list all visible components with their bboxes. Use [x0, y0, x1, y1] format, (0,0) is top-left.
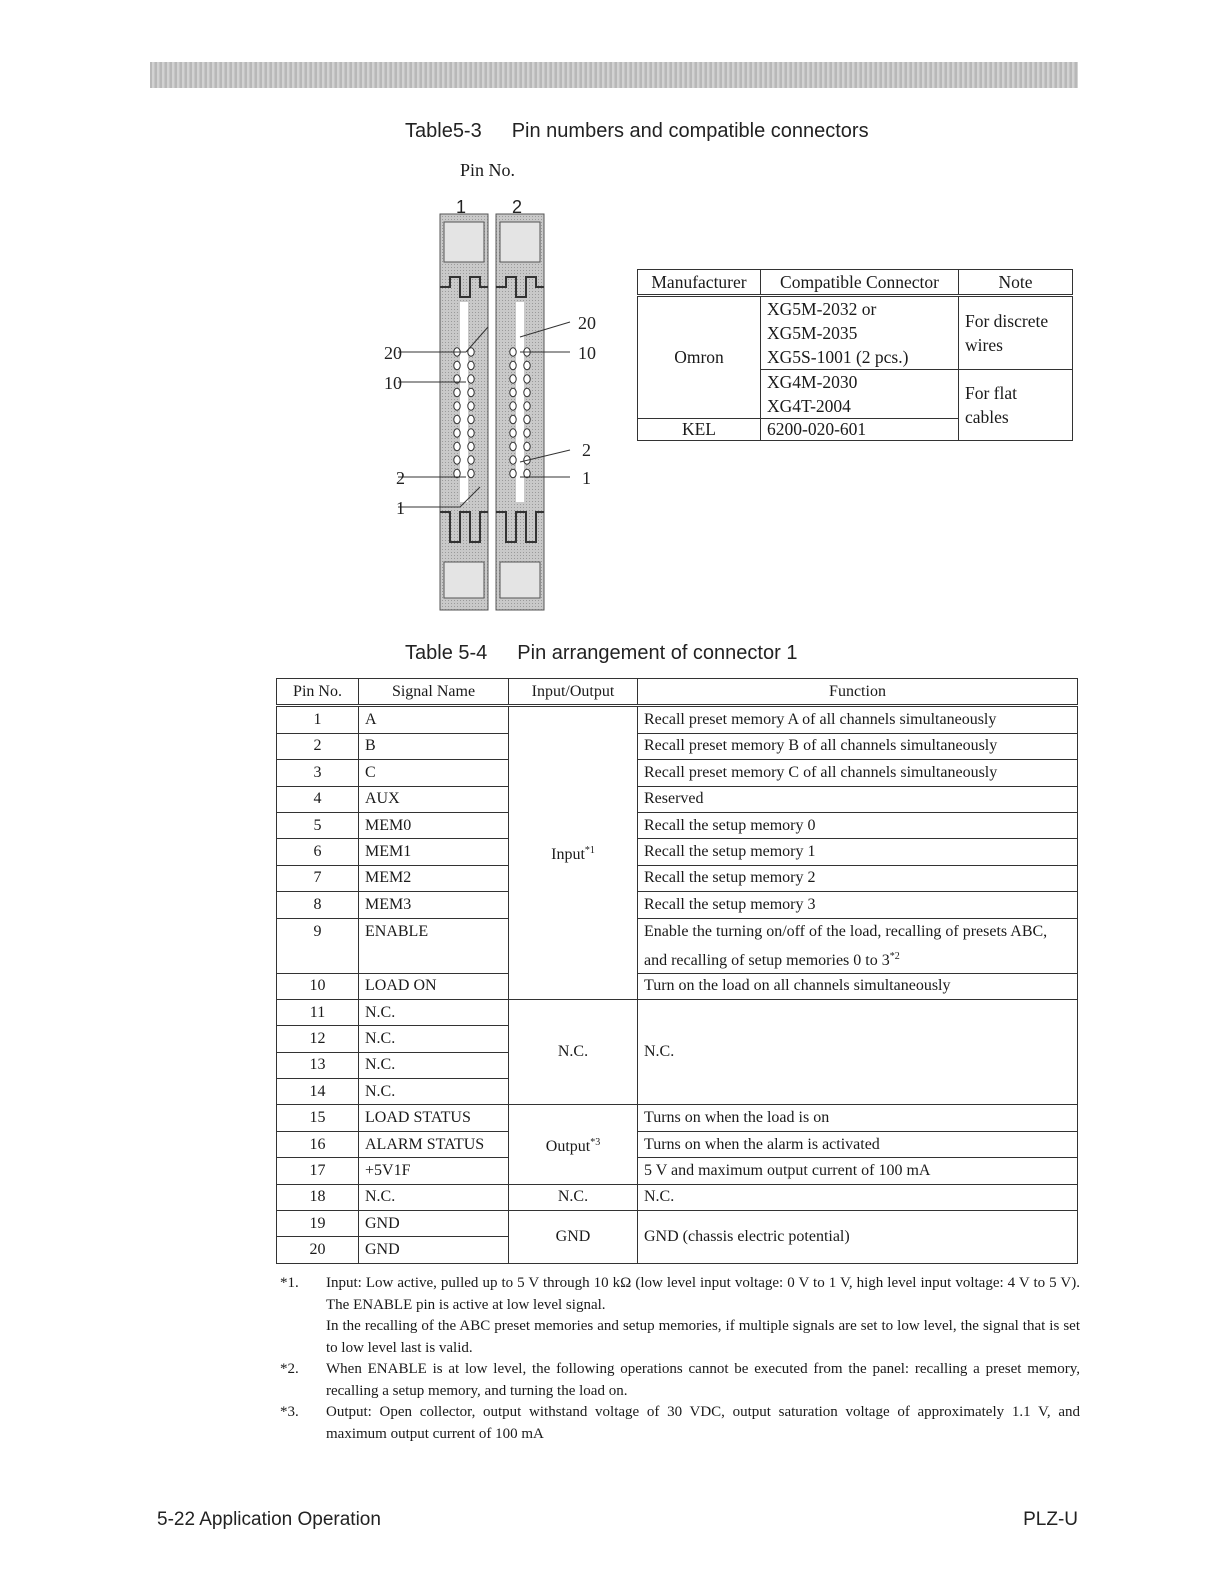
pin-hole	[454, 442, 460, 450]
signal-name: GND	[359, 1237, 509, 1263]
pin-number: 16	[277, 1131, 359, 1157]
footer-page-section: 5-22 Application Operation	[157, 1509, 381, 1530]
footnote-mark: *1.	[280, 1275, 299, 1291]
pin-hole	[510, 442, 516, 450]
footnote-line: When ENABLE is at low level, the following operations cannot be executed from the panel: recalling a preset memory, recalling a setup memory, and turning the load on.	[326, 1361, 1080, 1399]
table-row	[277, 1105, 1078, 1131]
col-function: Function	[638, 679, 1078, 706]
table-row	[277, 973, 1078, 999]
omron-group2-note	[959, 370, 1073, 441]
signal-name: MEM0	[359, 812, 509, 838]
table-row	[277, 786, 1078, 812]
pin-number: 19	[277, 1211, 359, 1237]
omron-group2-models	[761, 370, 959, 419]
diagram-left-label-20: 20	[384, 343, 402, 363]
function-text: Reserved	[638, 786, 1078, 812]
col-input-output: Input/Output	[509, 679, 638, 706]
table-5-3-caption	[405, 120, 869, 143]
signal-name: LOAD STATUS	[359, 1105, 509, 1131]
footnote-mark: *2.	[280, 1361, 299, 1377]
manufacturer-omron: Omron	[638, 296, 761, 419]
omron-group1-models	[761, 296, 959, 370]
pin-number: 7	[277, 865, 359, 891]
diagram-top-label-2: 2	[512, 197, 523, 217]
function-text: Recall the setup memory 3	[638, 892, 1078, 918]
function-text: Turns on when the load is on	[638, 1105, 1078, 1131]
pin-number: 14	[277, 1079, 359, 1105]
function-text: Recall preset memory B of all channels simultaneously	[638, 733, 1078, 759]
pin-hole	[454, 402, 460, 410]
compatible-connector-table	[637, 269, 1073, 441]
model: XG4T-2004	[767, 396, 851, 416]
pin-number: 6	[277, 839, 359, 865]
model: XG5M-2032 or	[767, 299, 877, 319]
pin-hole	[524, 429, 530, 437]
table-row	[277, 733, 1078, 759]
footnote-2	[280, 1359, 1080, 1402]
header-bar	[150, 62, 1078, 88]
pin-number: 11	[277, 999, 359, 1025]
table-5-3-title: Pin numbers and compatible connectors	[511, 120, 869, 142]
pin-hole	[524, 361, 530, 369]
function-text: Recall the setup memory 2	[638, 865, 1078, 891]
pin-hole	[510, 415, 516, 423]
manufacturer-kel: KEL	[638, 419, 761, 441]
pin-number: 12	[277, 1026, 359, 1052]
pin-hole	[468, 442, 474, 450]
pin-hole	[468, 388, 474, 396]
pin-hole	[524, 442, 530, 450]
signal-name: N.C.	[359, 999, 509, 1025]
pin-number: 1	[277, 706, 359, 733]
signal-name: MEM2	[359, 865, 509, 891]
omron-group1-note	[959, 296, 1073, 370]
pin-number: 13	[277, 1052, 359, 1078]
io-nc-group: N.C.	[509, 999, 638, 1105]
table-row	[277, 1158, 1078, 1184]
diagram-left-label-1: 1	[396, 498, 405, 518]
table-row	[277, 760, 1078, 786]
pin-hole	[524, 415, 530, 423]
pin-hole	[468, 402, 474, 410]
pin-hole	[454, 456, 460, 464]
col-signal-name: Signal Name	[359, 679, 509, 706]
pin-hole	[468, 429, 474, 437]
footnote-line: Input: Low active, pulled up to 5 V through 10 kΩ (low level input voltage: 0 V to 1 V, high level input voltage: 4 V to 5 V). The ENABLE pin is active at low level signal.	[326, 1275, 1080, 1313]
model: XG5S-1001 (2 pcs.)	[767, 347, 909, 367]
function-text: 5 V and maximum output current of 100 mA	[638, 1158, 1078, 1184]
table-row	[277, 999, 1078, 1025]
pin-hole	[468, 361, 474, 369]
col-manufacturer: Manufacturer	[638, 270, 761, 296]
table-row	[277, 918, 1078, 973]
table-row	[277, 1184, 1078, 1210]
signal-name: A	[359, 706, 509, 733]
table-row	[638, 296, 1073, 370]
diagram-right-label-10: 10	[578, 343, 596, 363]
signal-name: B	[359, 733, 509, 759]
function-text: Recall preset memory C of all channels simultaneously	[638, 760, 1078, 786]
signal-name: ALARM STATUS	[359, 1131, 509, 1157]
model: XG5M-2035	[767, 323, 858, 343]
pin-hole	[524, 375, 530, 383]
signal-name: MEM3	[359, 892, 509, 918]
pin-number: 20	[277, 1237, 359, 1263]
pin-hole	[524, 469, 530, 477]
pin-number: 5	[277, 812, 359, 838]
note-line: cables	[965, 407, 1009, 427]
footnote-body	[326, 1402, 1080, 1445]
diagram-left-label-10: 10	[384, 373, 402, 393]
table-row	[277, 1211, 1078, 1237]
note-line: For discrete	[965, 311, 1049, 331]
table-5-4-caption	[405, 642, 797, 665]
table-5-3-number: Table5-3	[405, 120, 482, 142]
footnote-ref: *1	[584, 845, 595, 857]
pin-hole	[510, 375, 516, 383]
function-text: Recall the setup memory 0	[638, 812, 1078, 838]
table-row	[277, 812, 1078, 838]
signal-name: N.C.	[359, 1184, 509, 1210]
pin-number: 3	[277, 760, 359, 786]
table-row	[277, 706, 1078, 733]
pin-hole	[454, 361, 460, 369]
signal-name: N.C.	[359, 1052, 509, 1078]
table-row	[277, 865, 1078, 891]
diagram-top-label-1: 1	[456, 197, 467, 217]
footnote-1	[280, 1273, 1080, 1359]
signal-name: LOAD ON	[359, 973, 509, 999]
table-5-4-number: Table 5-4	[405, 642, 488, 664]
io-label: Input	[551, 846, 585, 864]
table-5-4-title: Pin arrangement of connector 1	[517, 642, 798, 664]
signal-name: +5V1F	[359, 1158, 509, 1184]
footnote-mark: *3.	[280, 1404, 299, 1420]
table-row	[277, 1131, 1078, 1157]
col-pin-no: Pin No.	[277, 679, 359, 706]
function-text: Recall preset memory A of all channels simultaneously	[638, 706, 1078, 733]
table-row	[277, 892, 1078, 918]
function-body: Enable the turning on/off of the load, recalling of presets ABC, and recalling of setup memories 0 to 3	[644, 922, 1048, 969]
model: XG4M-2030	[767, 372, 858, 392]
pin-hole	[468, 375, 474, 383]
note-line: For flat	[965, 383, 1018, 403]
signal-name: AUX	[359, 786, 509, 812]
io-value: N.C.	[509, 1184, 638, 1210]
pin-hole	[510, 456, 516, 464]
connector-diagram	[370, 192, 630, 612]
pin-hole	[454, 429, 460, 437]
io-label: Output	[545, 1137, 591, 1155]
signal-name: N.C.	[359, 1026, 509, 1052]
pin-hole	[510, 348, 516, 356]
pin-number: 15	[277, 1105, 359, 1131]
function-text: N.C.	[638, 1184, 1078, 1210]
diagram-right-label-1: 1	[582, 468, 591, 488]
pin-hole	[468, 456, 474, 464]
pin-arrangement-table	[276, 678, 1078, 1264]
pin-hole	[510, 469, 516, 477]
pin-number: 2	[277, 733, 359, 759]
pin-hole	[454, 388, 460, 396]
pin-hole	[454, 469, 460, 477]
pin-hole	[468, 415, 474, 423]
io-input-group	[509, 706, 638, 1000]
footnotes	[280, 1273, 1080, 1445]
diagram-right-label-2: 2	[582, 440, 591, 460]
signal-name: C	[359, 760, 509, 786]
signal-name: ENABLE	[359, 918, 509, 973]
pin-number: 18	[277, 1184, 359, 1210]
io-output-group	[509, 1105, 638, 1184]
pin-hole	[454, 415, 460, 423]
pin-number: 9	[277, 918, 359, 973]
table-header-row	[638, 270, 1073, 296]
footer-product: PLZ-U	[1023, 1509, 1078, 1530]
function-text: Recall the setup memory 1	[638, 839, 1078, 865]
pin-number: 17	[277, 1158, 359, 1184]
kel-model: 6200-020-601	[761, 419, 959, 441]
signal-name: GND	[359, 1211, 509, 1237]
footnote-3	[280, 1402, 1080, 1445]
footnote-ref: *3	[590, 1136, 601, 1148]
pin-number: 10	[277, 973, 359, 999]
pin-hole	[510, 429, 516, 437]
io-gnd-group: GND	[509, 1211, 638, 1264]
diagram-left-label-2: 2	[396, 468, 405, 488]
function-nc-group: N.C.	[638, 999, 1078, 1105]
signal-name: N.C.	[359, 1079, 509, 1105]
pin-hole	[524, 388, 530, 396]
diagram-right-label-20: 20	[578, 313, 596, 333]
table-row	[277, 839, 1078, 865]
function-text: Turns on when the alarm is activated	[638, 1131, 1078, 1157]
pin-hole	[468, 469, 474, 477]
function-gnd-group: GND (chassis electric potential)	[638, 1211, 1078, 1264]
col-compatible-connector: Compatible Connector	[761, 270, 959, 296]
footnote-line: In the recalling of the ABC preset memories and setup memories, if multiple signals are set to low level, the signal that is set to low level last is valid.	[326, 1318, 1080, 1356]
pin-no-label: Pin No.	[460, 160, 516, 180]
footnote-ref: *2	[889, 950, 900, 962]
footnote-body	[326, 1359, 1080, 1402]
pin-hole	[510, 388, 516, 396]
footnote-body	[326, 1273, 1080, 1359]
pin-number: 4	[277, 786, 359, 812]
pin-hole	[510, 402, 516, 410]
pin-number: 8	[277, 892, 359, 918]
function-text	[638, 918, 1078, 973]
note-line: wires	[965, 335, 1003, 355]
pin-hole	[524, 402, 530, 410]
footnote-line: Output: Open collector, output withstand voltage of 30 VDC, output saturation voltage of approximately 1.1 V, and maximum output current of 100 mA	[326, 1404, 1080, 1442]
pin-hole	[510, 361, 516, 369]
function-text: Turn on the load on all channels simultaneously	[638, 973, 1078, 999]
signal-name: MEM1	[359, 839, 509, 865]
col-note: Note	[959, 270, 1073, 296]
table-header-row	[277, 679, 1078, 706]
